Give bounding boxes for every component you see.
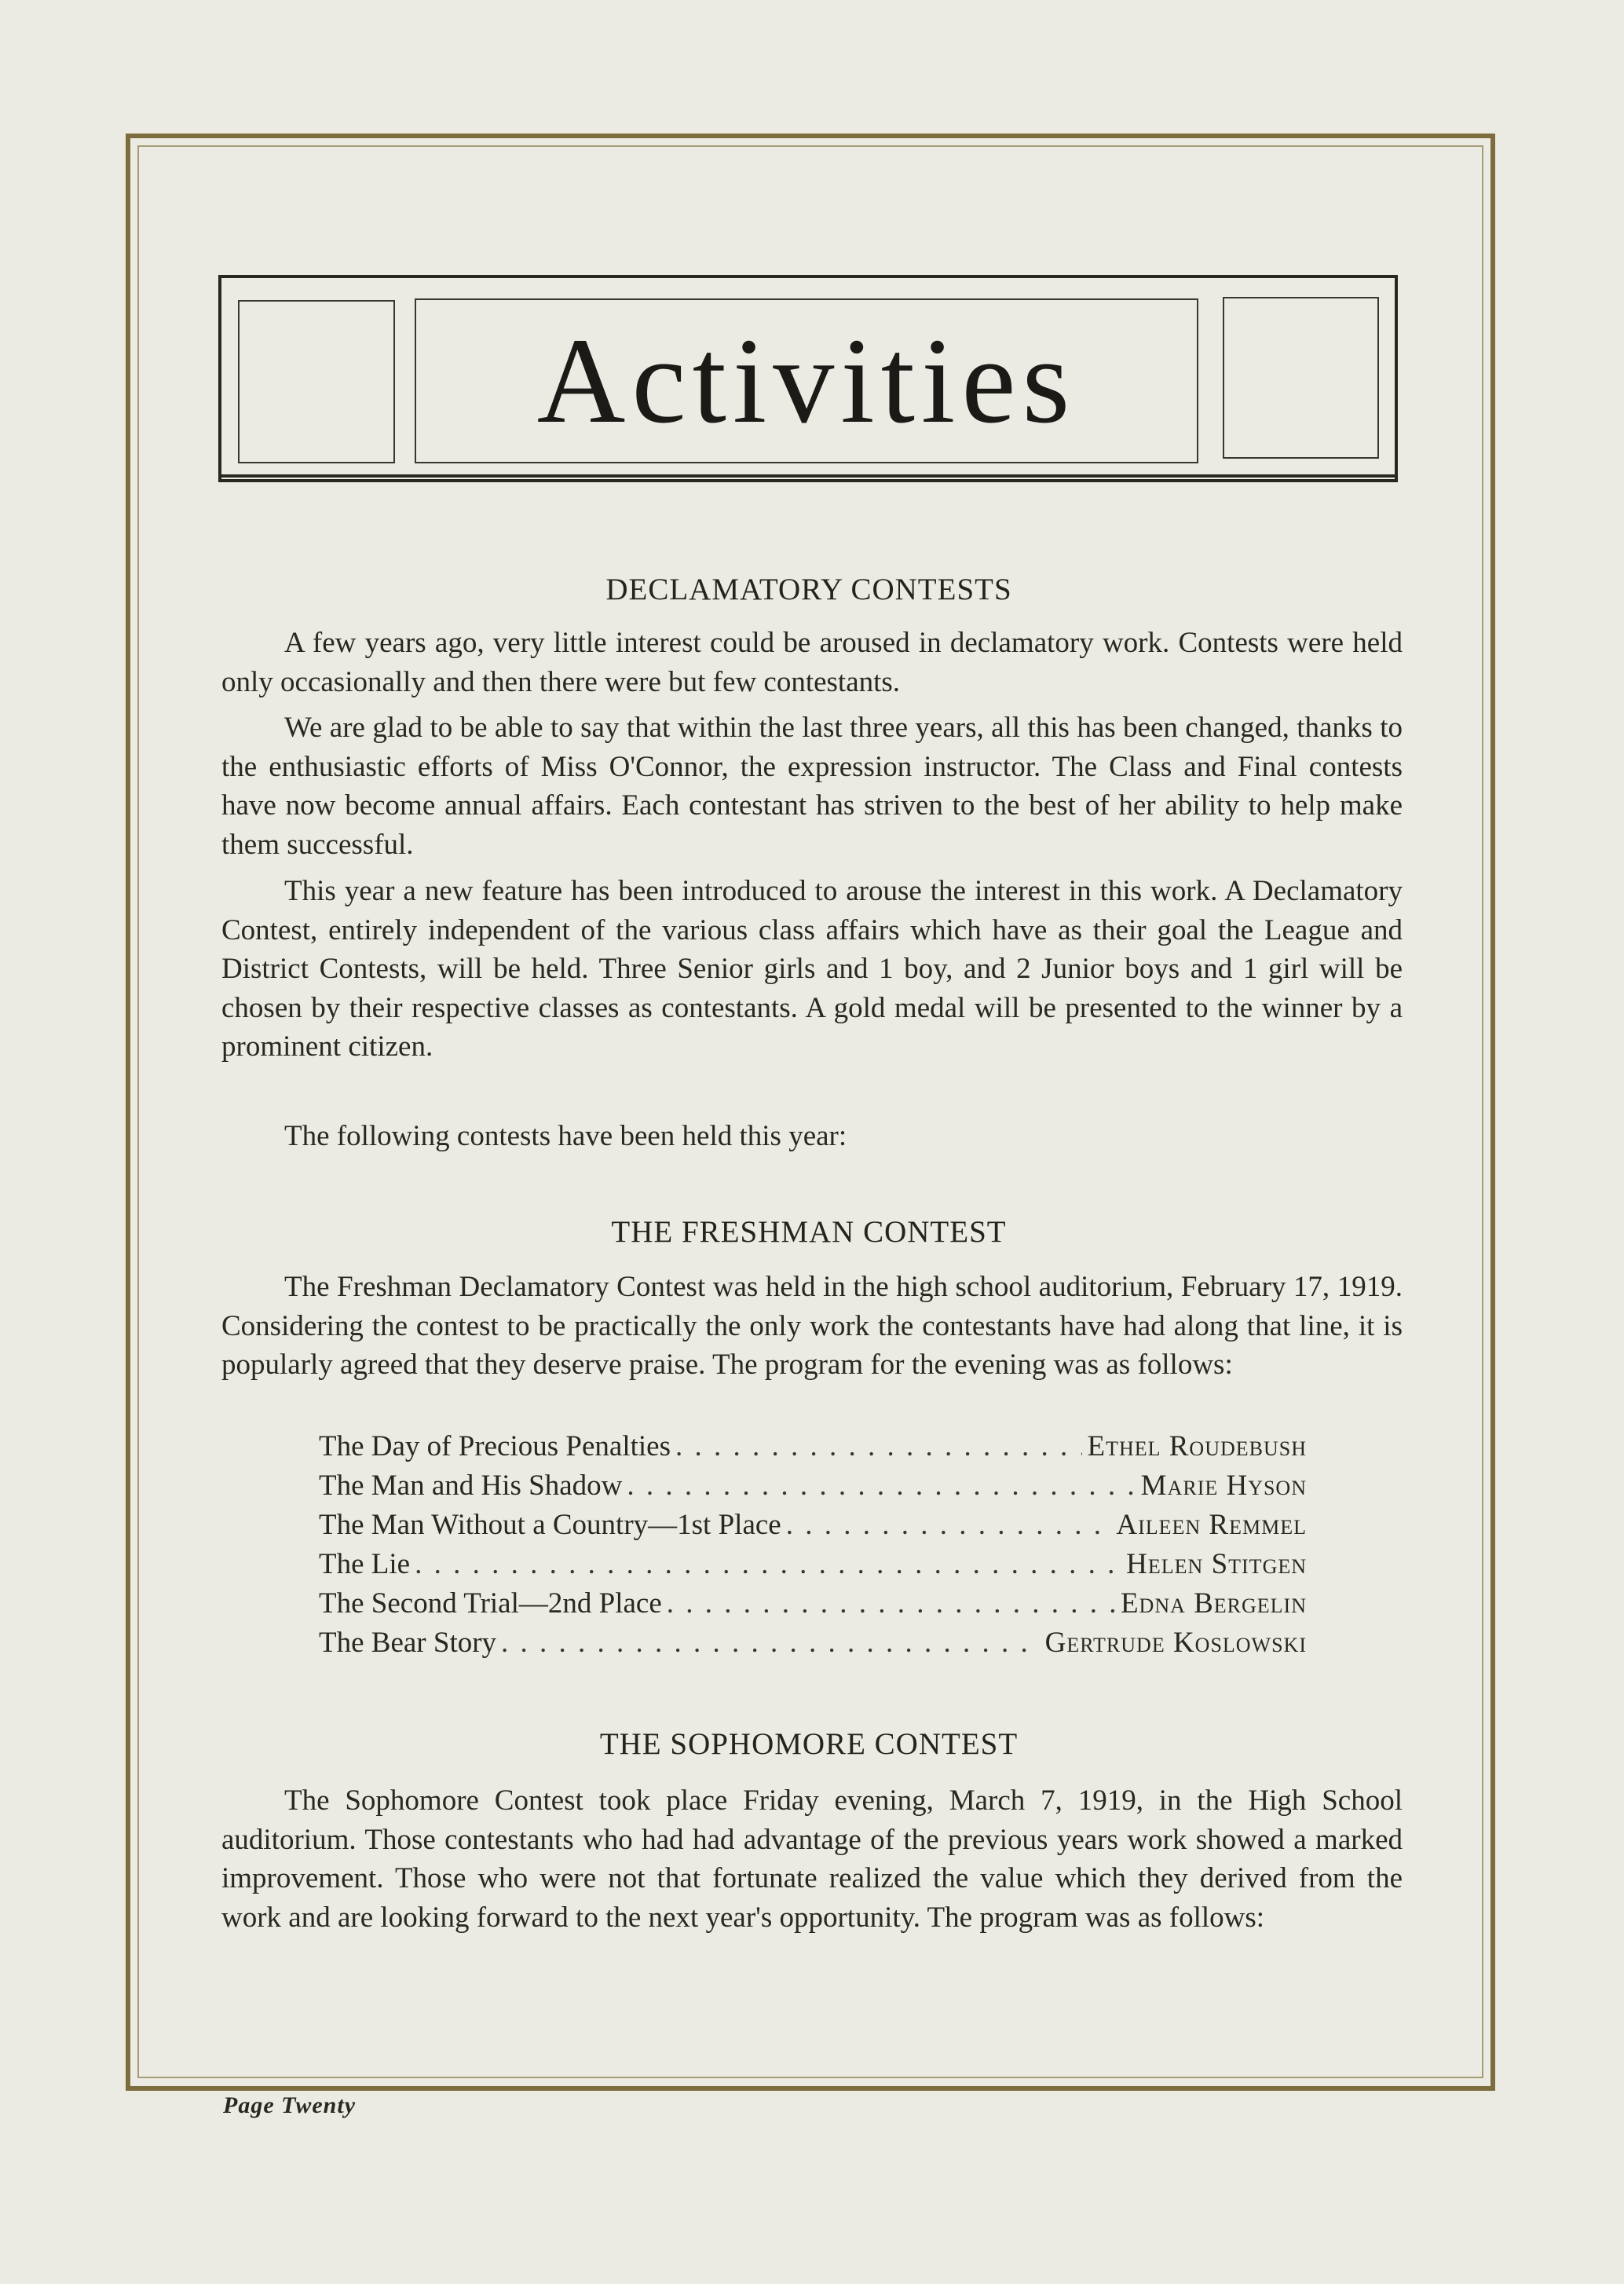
freshman-program-list	[319, 1429, 1307, 1665]
program-entry	[319, 1508, 1307, 1547]
program-performer: Gertrude Koslowski	[1044, 1627, 1307, 1659]
page-title: Activities	[536, 313, 1077, 448]
leader-dots	[667, 1587, 1116, 1620]
title-banner-left-panel	[238, 300, 395, 463]
declamatory-paragraph-1: A few years ago, very little interest could be aroused in declamatory work. Contests were held only occasionally and then there were but few contestants.	[221, 627, 1403, 698]
declamatory-paragraph-4: The following contests have been held this year:	[284, 1120, 847, 1152]
program-piece: The Bear Story	[319, 1627, 497, 1659]
program-entry	[319, 1587, 1307, 1626]
leader-dots	[675, 1429, 1082, 1463]
leader-dots	[627, 1469, 1136, 1503]
program-piece: The Lie	[319, 1548, 411, 1580]
sophomore-heading: THE SOPHOMORE CONTEST	[599, 1727, 1019, 1761]
program-piece: The Man Without a Country—1st Place	[319, 1509, 781, 1541]
leader-dots	[415, 1547, 1121, 1581]
freshman-heading: THE FRESHMAN CONTEST	[611, 1215, 1007, 1249]
program-performer: Helen Stitgen	[1126, 1548, 1307, 1580]
program-entry	[319, 1469, 1307, 1508]
program-performer: Ethel Roudebush	[1087, 1430, 1307, 1462]
program-performer: Aileen Remmel	[1116, 1509, 1307, 1541]
program-piece: The Second Trial—2nd Place	[319, 1587, 662, 1620]
program-piece: The Man and His Shadow	[319, 1470, 623, 1502]
program-entry	[319, 1547, 1307, 1587]
declamatory-paragraph-2: We are glad to be able to say that within the last three years, all this has been changed, thanks to the enthusiastic efforts of Miss O'Connor, the expression instructor. The Class and Final contests have now become annual affairs. Each contestant has striven to the best of her ability to help make them successful.	[221, 712, 1403, 861]
declamatory-heading: DECLAMATORY CONTESTS	[605, 573, 1012, 606]
sophomore-paragraph: The Sophomore Contest took place Friday evening, March 7, 1919, in the High School auditorium. Those contestants who had had advantage of the previous years work showed a marked improvement. Those who were not that fortunate realized the value which they derived from the work and are looking forward to the next year's opportunity. The program was as follows:	[221, 1784, 1403, 1934]
title-banner-rule	[218, 474, 1398, 478]
program-performer: Marie Hyson	[1140, 1470, 1307, 1502]
program-piece: The Day of Precious Penalties	[319, 1430, 671, 1462]
program-entry	[319, 1626, 1307, 1665]
title-banner-right-panel	[1223, 297, 1379, 459]
leader-dots	[786, 1508, 1112, 1542]
program-performer: Edna Bergelin	[1120, 1587, 1307, 1620]
freshman-paragraph: The Freshman Declamatory Contest was held in the high school auditorium, February 17, 1919. Considering the contest to be practically the only work the contestants have had along that line, it is popularly agreed that they deserve praise. The program for the evening was as follows:	[221, 1271, 1403, 1381]
program-entry	[319, 1429, 1307, 1469]
page-number-label: Page Twenty	[223, 2092, 357, 2118]
leader-dots	[501, 1626, 1041, 1660]
declamatory-paragraph-3: This year a new feature has been introduced to arouse the interest in this work. A Declamatory Contest, entirely independent of the various class affairs which have as their goal the League and District Contests, will be held. Three Senior girls and 1 boy, and 2 Junior boys and 1 girl will be chosen by their respective classes as contestants. A gold medal will be presented to the winner by a prominent citizen.	[221, 875, 1403, 1063]
